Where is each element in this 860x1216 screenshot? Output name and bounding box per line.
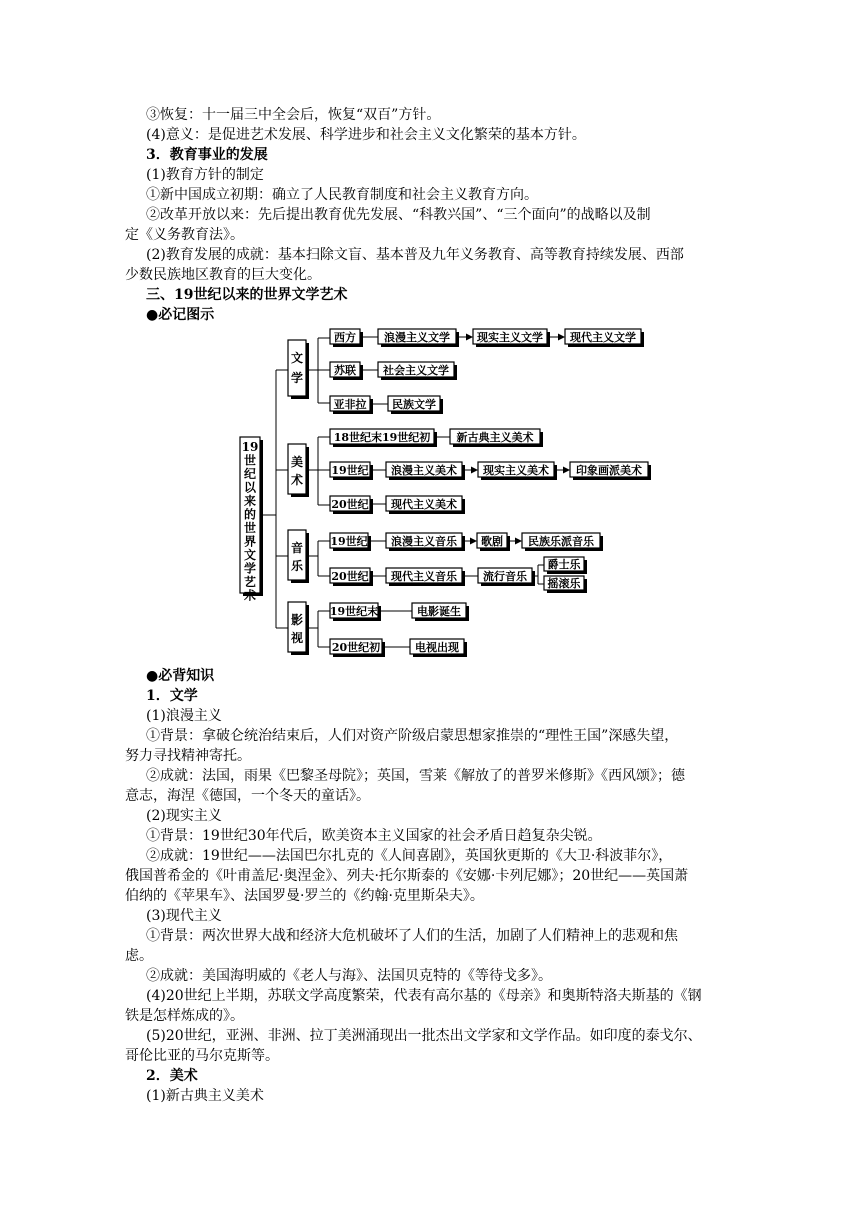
text-line: ②成就：美国海明威的《老人与海》、法国贝克特的《等待戈多》。 <box>146 968 552 984</box>
subsection-heading: ●必背知识 <box>146 668 215 684</box>
text-line: ②改革开放以来：先后提出教育优先发展、“科教兴国”、“三个面向”的战略以及制 <box>146 207 651 223</box>
node-art-realist: 现实主义美术 <box>483 464 549 477</box>
node-aal: 亚非拉 <box>333 398 367 411</box>
text-line: ①背景：两次世界大战和经济大危机破坏了人们的生活，加剧了人们精神上的悲观和焦 <box>146 928 678 944</box>
text-line: (5)20世纪，亚洲、非洲、拉丁美洲涌现出一批杰出文学家和文学作品。如印度的泰戈尔、 <box>146 1028 702 1044</box>
text-line: (1)教育方针的制定 <box>146 167 264 183</box>
subsection-heading: ●必记图示 <box>146 307 215 323</box>
branch-art: 美术 <box>290 455 304 487</box>
text-line: ③恢复：十一届三中全会后，恢复“双百”方针。 <box>146 107 441 123</box>
text-line: ②成就：19世纪——法国巴尔扎克的《人间喜剧》，英国狄更斯的《大卫·科波菲尔》， <box>146 848 673 864</box>
node-mus-rock: 摇滚乐 <box>547 577 581 590</box>
node-mus-opera: 歌剧 <box>481 535 503 548</box>
node-art-romantic: 浪漫主义美术 <box>391 464 457 477</box>
text-line: (1)浪漫主义 <box>146 708 222 724</box>
node-film-c19end: 19世纪末 <box>329 605 379 618</box>
node-mus-national: 民族乐派音乐 <box>528 535 594 548</box>
node-mus-jazz: 爵士乐 <box>547 558 581 571</box>
node-art-c20: 20世纪 <box>331 498 369 511</box>
node-mus-pop: 流行音乐 <box>483 570 527 583</box>
text-line: (3)现代主义 <box>146 908 222 924</box>
section-heading: 3．教育事业的发展 <box>146 147 268 163</box>
branch-film: 影视 <box>290 613 304 645</box>
node-art-impression: 印象画派美术 <box>576 464 642 477</box>
text-line: 定《义务教育法》。 <box>125 227 244 243</box>
text-line: ②成就：法国，雨果《巴黎圣母院》；英国，雪莱《解放了的普罗米修斯》《西风颂》；德 <box>146 768 685 784</box>
root-label: 19 世纪以来的世界文学艺术 <box>241 440 259 603</box>
node-c18-19: 18世纪末19世纪初 <box>333 431 431 444</box>
node-art-neoclassic: 新古典主义美术 <box>456 431 534 444</box>
text-line: 少数民族地区教育的巨大变化。 <box>125 267 321 283</box>
node-film-tv: 电视出现 <box>415 641 459 654</box>
node-lit-modern: 现代主义文学 <box>570 331 636 344</box>
node-film-birth: 电影诞生 <box>417 605 461 618</box>
text-line: (1)新古典主义美术 <box>146 1088 264 1104</box>
section-heading: 1．文学 <box>146 688 198 704</box>
node-art-c19: 19世纪 <box>331 464 369 477</box>
node-mus-c19: 19世纪 <box>330 535 368 548</box>
branch-literature: 文学 <box>290 351 304 385</box>
text-line: 虑。 <box>125 948 153 964</box>
text-line: 伯纳的《苹果车》、法国罗曼·罗兰的《约翰·克里斯朵夫》。 <box>125 888 484 904</box>
node-lit-realist: 现实主义文学 <box>477 331 543 344</box>
text-line: 铁是怎样炼成的》。 <box>125 1008 244 1024</box>
node-lit-romantic: 浪漫主义文学 <box>384 331 450 344</box>
section-heading: 三、19世纪以来的世界文学艺术 <box>146 287 348 303</box>
branch-music: 音乐 <box>290 541 304 573</box>
text-line: 俄国普希金的《叶甫盖尼·奥涅金》、列夫·托尔斯泰的《安娜·卡列尼娜》；20世纪——英国萧 <box>125 868 689 884</box>
text-line: 努力寻找精神寄托。 <box>125 748 251 764</box>
text-line: (2)现实主义 <box>146 808 222 824</box>
text-line: ①背景：19世纪30年代后，欧美资本主义国家的社会矛盾日趋复杂尖锐。 <box>146 828 602 844</box>
text-line: (4)意义：是促进艺术发展、科学进步和社会主义文化繁荣的基本方针。 <box>146 127 586 143</box>
node-west: 西方 <box>334 331 356 344</box>
text-line: 哥伦比亚的马尔克斯等。 <box>125 1048 279 1064</box>
node-mus-c20: 20世纪 <box>331 570 369 583</box>
text-line: 意志，海涅《德国，一个冬天的童话》。 <box>125 788 370 804</box>
text-line: (2)教育发展的成就：基本扫除文盲、基本普及九年义务教育、高等教育持续发展、西部 <box>146 247 684 263</box>
node-ussr: 苏联 <box>334 364 356 377</box>
node-lit-socialist: 社会主义文学 <box>383 364 449 377</box>
node-art-modern: 现代主义美术 <box>391 498 457 511</box>
node-mus-romantic: 浪漫主义音乐 <box>391 535 457 548</box>
text-line: (4)20世纪上半期，苏联文学高度繁荣，代表有高尔基的《母亲》和奥斯特洛夫斯基的《钢 <box>146 988 702 1004</box>
node-film-c20start: 20世纪初 <box>331 641 381 654</box>
node-lit-national: 民族文学 <box>392 398 436 411</box>
node-mus-modern: 现代主义音乐 <box>391 570 457 583</box>
text-line: ①背景：拿破仑统治结束后，人们对资产阶级启蒙思想家推崇的“理性王国”深感失望， <box>146 728 679 744</box>
section-heading: 2．美术 <box>146 1068 198 1084</box>
text-line: ①新中国成立初期：确立了人民教育制度和社会主义教育方向。 <box>146 187 538 203</box>
